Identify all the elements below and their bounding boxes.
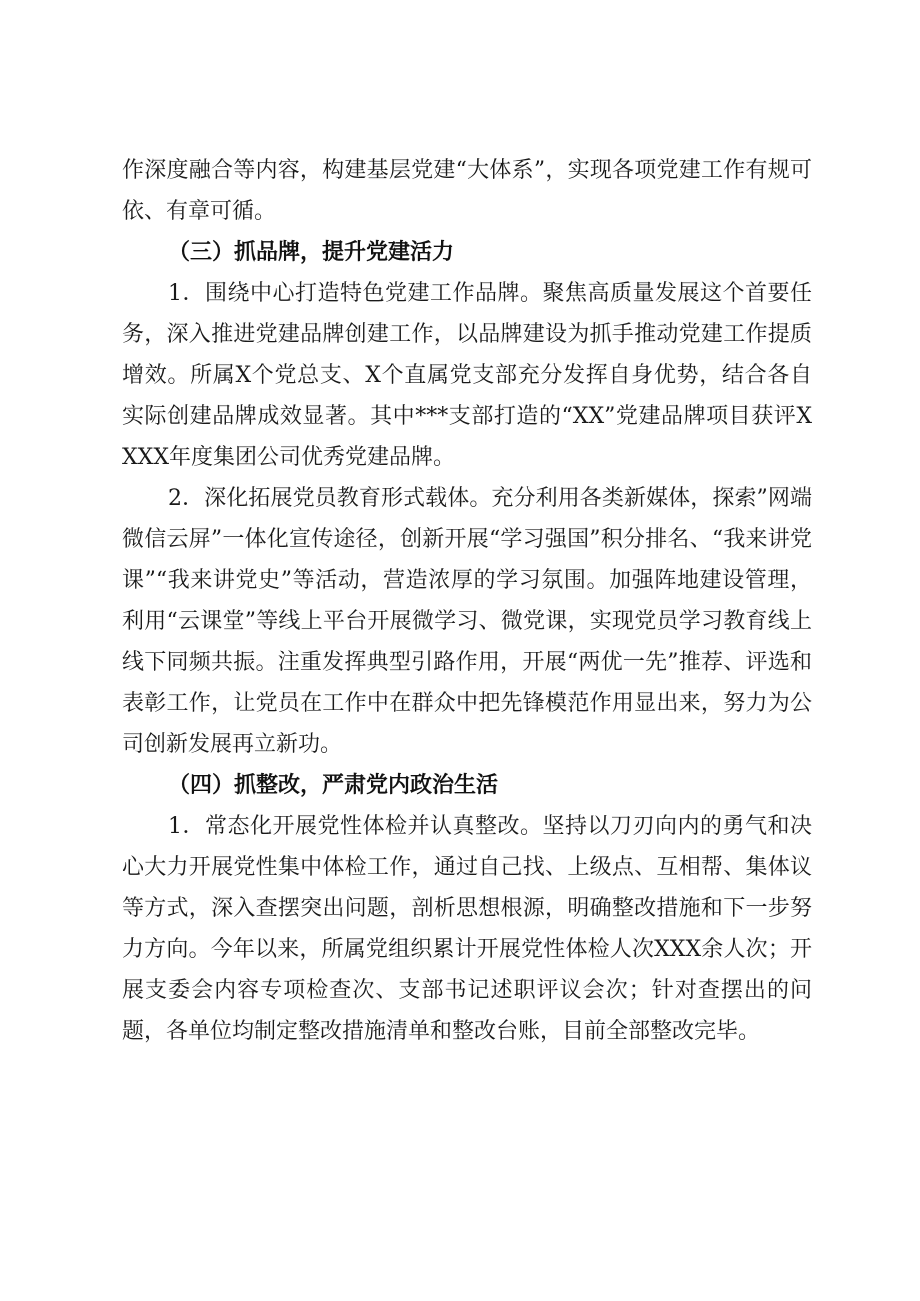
document-body <box>122 150 812 1052</box>
continuation-paragraph: 作深度融合等内容，构建基层党建“大体系”，实现各项党建工作有规可依、有章可循。 <box>122 158 812 224</box>
section-3-item-1: 1．围绕中心打造特色党建工作品牌。聚焦高质量发展这个首要任务，深入推进党建品牌创建工作，以品牌建设为抓手推动党建工作提质增效。所属X个党总支、X个直属党支部充分发挥自身优势，结合各自实际创建品牌成效显著。其中***支部打造的“XX”党建品牌项目获评XXXX年度集团公司优秀党建品牌。 <box>122 281 812 470</box>
section-3-item-2: 2．深化拓展党员教育形式载体。充分利用各类新媒体，探索”网端微信云屏”一体化宣传途径，创新开展“学习强国”积分排名、“我来讲党课”“我来讲党史”等活动，营造浓厚的学习氛围。加强阵地建设管理，利用“云课堂”等线上平台开展微学习、微党课，实现党员学习教育线上线下同频共振。注重发挥典型引路作用，开展“两优一先”推荐、评选和表彰工作，让党员在工作中在群众中把先锋模范作用显出来，努力为公司创新发展再立新功。 <box>122 486 812 757</box>
section-3-heading: （三）抓品牌，提升党建活力 <box>168 240 455 265</box>
section-4-item-1: 1．常态化开展党性体检并认真整改。坚持以刀刃向内的勇气和决心大力开展党性集中体检工作，通过自己找、上级点、互相帮、集体议等方式，深入查摆突出问题，剖析思想根源，明确整改措施和下一步努力方向。今年以来，所属党组织累计开展党性体检人次XXX余人次；开展支委会内容专项检查次、支部书记述职评议会次；针对查摆出的问题，各单位均制定整改措施清单和整改台账，目前全部整改完毕。 <box>122 814 812 1044</box>
section-4-heading: （四）抓整改，严肃党内政治生活 <box>168 773 499 798</box>
